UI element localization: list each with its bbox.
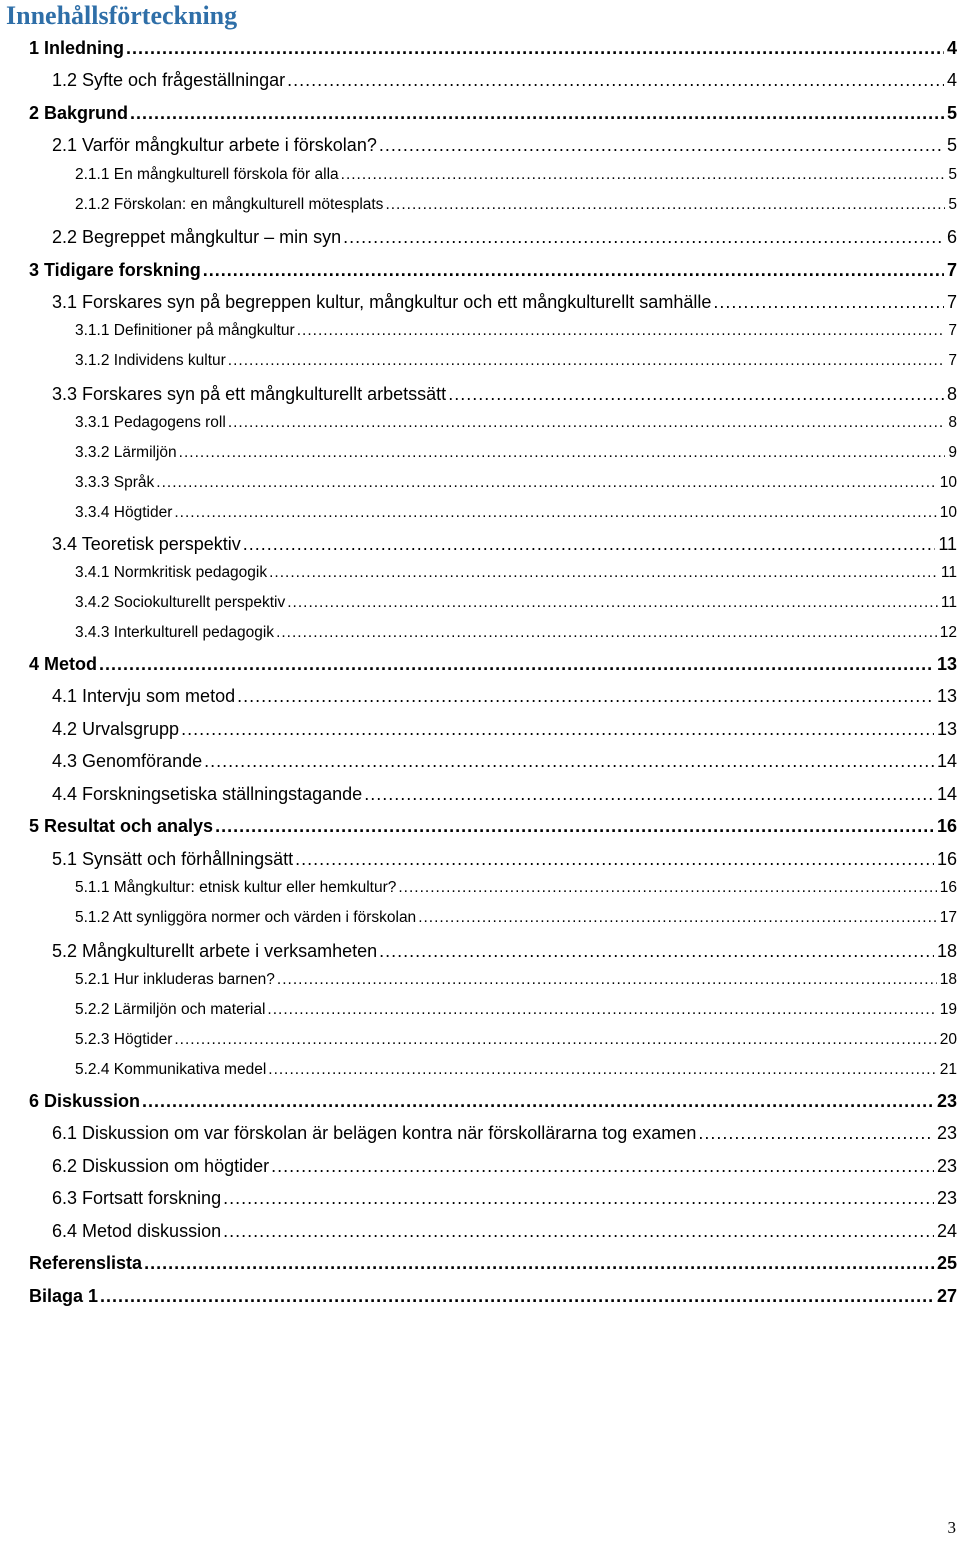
toc-entry[interactable]: [75, 1061, 957, 1085]
toc-entry-page: 9: [948, 444, 957, 461]
toc-entry-page: 5: [946, 135, 957, 155]
toc-dot-leader: [228, 352, 946, 370]
toc-dot-leader: [713, 292, 944, 313]
toc-dot-leader: [268, 1061, 936, 1079]
toc-entry-title: 6.2 Diskussion om högtider: [52, 1156, 270, 1176]
toc-entry-title: 3.4 Teoretisk perspektiv: [52, 534, 241, 554]
toc-dot-leader: [287, 70, 944, 91]
toc-entry-title: 6.3 Fortsatt forskning: [52, 1188, 222, 1208]
toc-entry-page: 14: [936, 784, 957, 804]
toc-entry[interactable]: [75, 909, 957, 933]
toc-entry-title: 3.3.2 Lärmiljön: [75, 444, 177, 461]
toc-entry[interactable]: [75, 322, 957, 346]
toc-entry-title: 5.2.4 Kommunikativa medel: [75, 1061, 267, 1078]
toc-dot-leader: [174, 504, 936, 522]
toc-entry-title: 4.1 Intervju som metod: [52, 686, 236, 706]
toc-entry-page: 7: [946, 260, 957, 280]
toc-dot-leader: [203, 260, 944, 281]
toc-dot-leader: [276, 624, 937, 642]
toc-entry[interactable]: [52, 70, 957, 96]
toc-dot-leader: [379, 135, 944, 156]
toc-dot-leader: [297, 322, 946, 340]
toc-entry-title: 5.2.3 Högtider: [75, 1031, 173, 1048]
toc-entry[interactable]: [52, 534, 957, 560]
toc-entry-title: 3.1 Forskares syn på begreppen kultur, mångkultur och ett mångkulturellt samhälle: [52, 292, 712, 312]
toc-entry-page: 11: [938, 534, 957, 554]
toc-entry-page: 25: [936, 1253, 957, 1273]
toc-entry-title: 2 Bakgrund: [29, 103, 129, 123]
toc-entry-title: 3.4.2 Sociokulturellt perspektiv: [75, 594, 286, 611]
toc-entry-title: 5.2.2 Lärmiljön och material: [75, 1001, 266, 1018]
toc-entry-page: 4: [946, 38, 957, 58]
toc-dot-leader: [215, 816, 934, 837]
toc-dot-leader: [269, 564, 938, 582]
toc-dot-leader: [379, 941, 934, 962]
toc-entry-page: 18: [936, 941, 957, 961]
toc-entry[interactable]: [75, 564, 957, 588]
toc-entry-title: 2.1.1 En mångkulturell förskola för alla: [75, 166, 339, 183]
toc-dot-leader: [243, 534, 936, 555]
toc-entry-page: 7: [948, 322, 957, 339]
toc-dot-leader: [385, 196, 945, 214]
toc-dot-leader: [174, 1031, 936, 1049]
toc-dot-leader: [343, 227, 944, 248]
toc-entry[interactable]: [29, 1253, 957, 1279]
toc-entry-page: 13: [936, 654, 957, 674]
toc-entry-page: 13: [936, 719, 957, 739]
toc-entry-page: 5: [948, 166, 957, 183]
toc-dot-leader: [156, 474, 936, 492]
toc-dot-leader: [364, 784, 934, 805]
toc-entry-title: 6 Diskussion: [29, 1091, 141, 1111]
toc-entry-page: 13: [936, 686, 957, 706]
toc-dot-leader: [99, 654, 934, 675]
toc-entry-title: 3.1.1 Definitioner på mångkultur: [75, 322, 295, 339]
toc-entry-title: 6.4 Metod diskussion: [52, 1221, 222, 1241]
toc-entry-title: 5 Resultat och analys: [29, 816, 214, 836]
toc-entry-page: 8: [946, 384, 957, 404]
toc-entry-page: 10: [939, 504, 957, 521]
toc-entry-page: 5: [948, 196, 957, 213]
toc-entry[interactable]: [29, 260, 957, 286]
toc-entry[interactable]: [75, 504, 957, 528]
toc-entry-page: 12: [939, 624, 957, 641]
toc-entry-title: 3.4.1 Normkritisk pedagogik: [75, 564, 268, 581]
toc-entry-page: 23: [936, 1123, 957, 1143]
toc-dot-leader: [179, 444, 946, 462]
toc-entry-page: 23: [936, 1156, 957, 1176]
toc-entry-page: 18: [939, 971, 957, 988]
toc-entry-title: 2.1 Varför mångkultur arbete i förskolan?: [52, 135, 377, 155]
toc-dot-leader: [271, 1156, 934, 1177]
toc-entry[interactable]: [75, 594, 957, 618]
toc-entry[interactable]: [75, 166, 957, 190]
toc-entry-page: 5: [946, 103, 957, 123]
toc-entry-title: 3 Tidigare forskning: [29, 260, 201, 280]
toc-entry-title: 2.1.2 Förskolan: en mångkulturell mötesplats: [75, 196, 384, 213]
toc-entry-page: 20: [939, 1031, 957, 1048]
toc-entry-title: 1 Inledning: [29, 38, 125, 58]
toc-entry[interactable]: [52, 135, 957, 161]
toc-entry-title: 3.3 Forskares syn på ett mångkulturellt arbetssätt: [52, 384, 447, 404]
toc-entry[interactable]: [75, 1001, 957, 1025]
toc-entry[interactable]: [75, 352, 957, 376]
toc-entry[interactable]: [52, 1156, 957, 1182]
toc-entry-page: 23: [936, 1091, 957, 1111]
toc-entry-page: 17: [939, 909, 957, 926]
toc-entry[interactable]: [52, 227, 957, 253]
toc-dot-leader: [126, 38, 944, 59]
toc-dot-leader: [223, 1188, 934, 1209]
toc-entry-page: 10: [939, 474, 957, 491]
toc-dot-leader: [398, 879, 936, 897]
toc-entry-page: 7: [946, 292, 957, 312]
toc-entry[interactable]: [52, 941, 957, 967]
toc-dot-leader: [341, 166, 946, 184]
toc-entry[interactable]: [75, 971, 957, 995]
toc-entry-title: 5.1.1 Mångkultur: etnisk kultur eller hemkultur?: [75, 879, 397, 896]
toc-entry-title: 3.1.2 Individens kultur: [75, 352, 226, 369]
toc-entry-page: 8: [948, 414, 957, 431]
toc-dot-leader: [144, 1253, 934, 1274]
toc-entry-page: 6: [946, 227, 957, 247]
toc-entry-page: 11: [940, 594, 957, 611]
toc-dot-leader: [204, 751, 934, 772]
toc-dot-leader: [448, 384, 944, 405]
toc-entry-title: 5.2.1 Hur inkluderas barnen?: [75, 971, 275, 988]
toc-entry[interactable]: [52, 1221, 957, 1247]
toc-entry-title: 3.4.3 Interkulturell pedagogik: [75, 624, 275, 641]
toc-dot-leader: [277, 971, 937, 989]
toc-entry[interactable]: [75, 414, 957, 438]
toc-dot-leader: [130, 103, 944, 124]
toc-entry-title: 3.3.4 Högtider: [75, 504, 173, 521]
toc-entry[interactable]: [52, 751, 957, 777]
toc-entry[interactable]: [75, 474, 957, 498]
toc-entry-title: 5.1 Synsätt och förhållningsätt: [52, 849, 294, 869]
toc-entry-title: 6.1 Diskussion om var förskolan är belägen kontra när förskollärarna tog examen: [52, 1123, 697, 1143]
toc-entry[interactable]: [75, 879, 957, 903]
toc-entry[interactable]: [75, 624, 957, 648]
toc-entry[interactable]: [52, 784, 957, 810]
toc-entry-title: 4.2 Urvalsgrupp: [52, 719, 180, 739]
toc-entry-page: 16: [936, 816, 957, 836]
toc-entry[interactable]: [52, 849, 957, 875]
toc-entry-page: 23: [936, 1188, 957, 1208]
toc-dot-leader: [100, 1286, 934, 1307]
toc-entry[interactable]: [75, 196, 957, 220]
toc-entry-page: 11: [940, 564, 957, 581]
toc-dot-leader: [295, 849, 934, 870]
toc-dot-leader: [698, 1123, 934, 1144]
toc-entry[interactable]: [52, 292, 957, 318]
toc-entry[interactable]: [75, 444, 957, 468]
toc-entry-page: 4: [946, 70, 957, 90]
toc-dot-leader: [267, 1001, 936, 1019]
toc-entry[interactable]: [29, 1286, 957, 1312]
toc-dot-leader: [181, 719, 934, 740]
toc-entry[interactable]: [52, 686, 957, 712]
toc-entry[interactable]: [52, 719, 957, 745]
toc-entry-title: Bilaga 1: [29, 1286, 99, 1306]
toc-entry-title: 3.3.1 Pedagogens roll: [75, 414, 226, 431]
toc-entry[interactable]: [52, 384, 957, 410]
toc-entry-title: Referenslista: [29, 1253, 143, 1273]
toc-entry-page: 24: [936, 1221, 957, 1241]
toc-entry[interactable]: [29, 654, 957, 680]
toc-dot-leader: [237, 686, 934, 707]
toc-dot-leader: [287, 594, 938, 612]
toc-entry[interactable]: [29, 38, 957, 64]
toc-entry-title: 1.2 Syfte och frågeställningar: [52, 70, 286, 90]
toc-entry-title: 4.4 Forskningsetiska ställningstagande: [52, 784, 363, 804]
toc-entry-title: 4 Metod: [29, 654, 98, 674]
toc-dot-leader: [228, 414, 946, 432]
toc-entry-page: 27: [936, 1286, 957, 1306]
toc-entry[interactable]: [52, 1188, 957, 1214]
toc-entry-page: 14: [936, 751, 957, 771]
toc-entry[interactable]: [29, 103, 957, 129]
toc-entry[interactable]: [29, 1091, 957, 1117]
toc-entry[interactable]: [29, 816, 957, 842]
toc-heading: Innehållsförteckning: [6, 1, 238, 30]
toc-entry-page: 21: [939, 1061, 957, 1078]
toc-entry-title: 5.2 Mångkulturellt arbete i verksamheten: [52, 941, 378, 961]
toc-dot-leader: [142, 1091, 934, 1112]
toc-entry-title: 3.3.3 Språk: [75, 474, 155, 491]
toc-dot-leader: [223, 1221, 934, 1242]
toc-entry[interactable]: [75, 1031, 957, 1055]
toc-entry-page: 7: [948, 352, 957, 369]
toc-entry-title: 5.1.2 Att synliggöra normer och värden i förskolan: [75, 909, 417, 926]
toc-entry[interactable]: [52, 1123, 957, 1149]
toc-entry-page: 16: [939, 879, 957, 896]
toc-entry-page: 16: [936, 849, 957, 869]
toc-entry-page: 19: [939, 1001, 957, 1018]
toc-entry-title: 4.3 Genomförande: [52, 751, 203, 771]
toc-dot-leader: [418, 909, 937, 927]
toc-entry-title: 2.2 Begreppet mångkultur – min syn: [52, 227, 342, 247]
page-number: 3: [947, 1518, 956, 1537]
